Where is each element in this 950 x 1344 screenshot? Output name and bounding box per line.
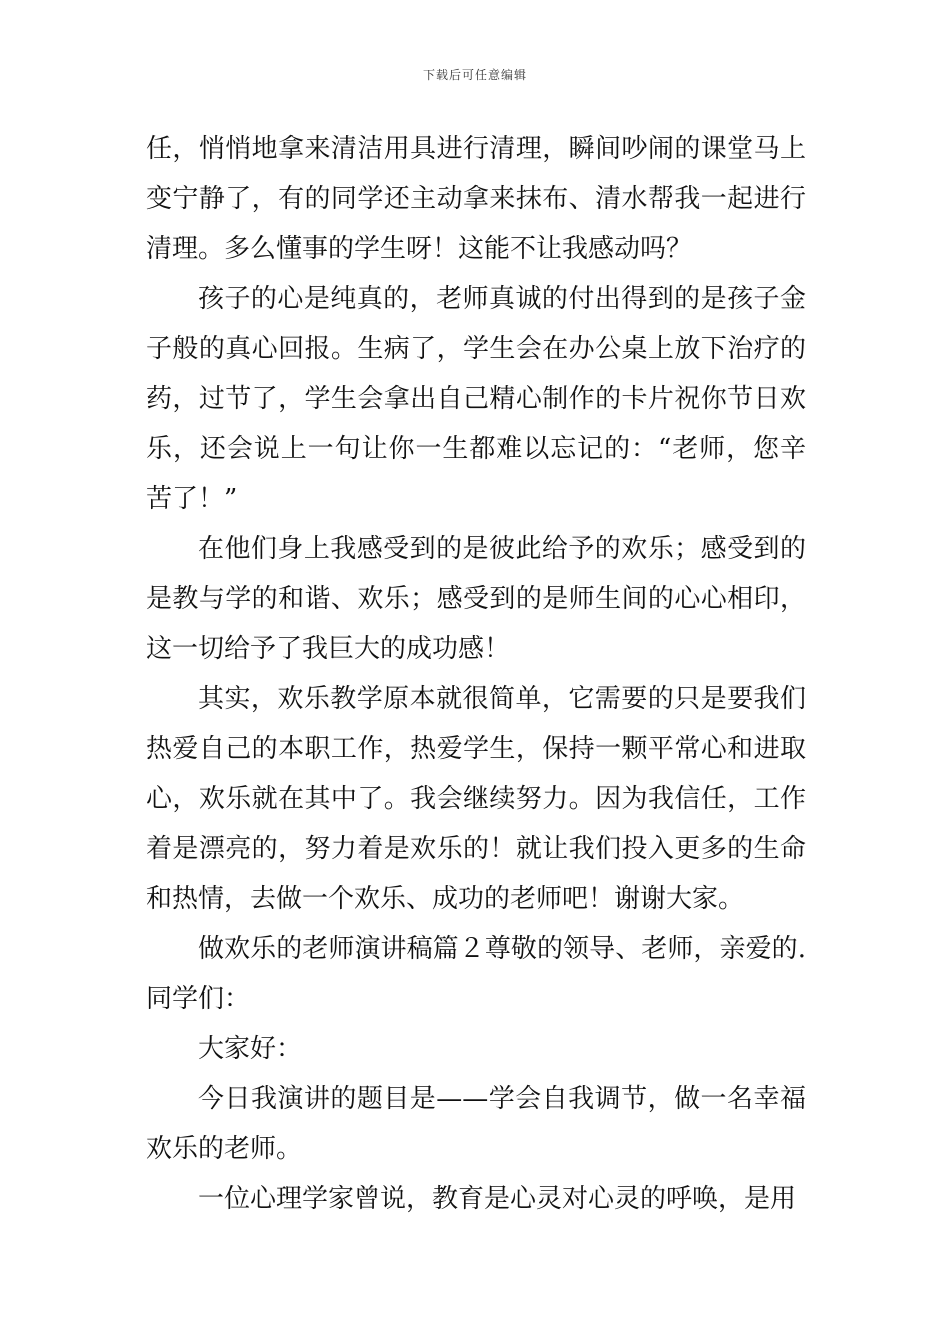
paragraph: 一位心理学家曾说，教育是心灵对心灵的呼唤，是用 bbox=[198, 1184, 797, 1214]
paragraph: 任，悄悄地拿来清洁用具进行清理，瞬间吵闹的课堂马上变宁静了，有的同学还主动拿来抹布、清水帮我一起进行清理。多么懂事的学生呀！这能不让我感动吗？ bbox=[146, 134, 806, 264]
paragraph: 孩子的心是纯真的，老师真诚的付出得到的是孩子金子般的真心回报。生病了，学生会在办公桌上放下治疗的药，过节了，学生会拿出自己精心制作的卡片祝你节日欢乐，还会说上一句让你一生都难以忘记的：“老师，您辛苦了！” bbox=[146, 284, 806, 514]
paragraph: 大家好： bbox=[198, 1034, 303, 1064]
page-header-note: 下载后可任意编辑 bbox=[422, 68, 527, 82]
paragraph: 今日我演讲的题目是——学会自我调节，做一名幸福欢乐的老师。 bbox=[146, 1084, 806, 1164]
paragraph: 在他们身上我感受到的是彼此给予的欢乐；感受到的是教与学的和谐、欢乐；感受到的是师生间的心心相印，这一切给予了我巨大的成功感！ bbox=[146, 534, 806, 664]
document-body bbox=[146, 124, 806, 1224]
paragraph: 其实，欢乐教学原本就很简单，它需要的只是要我们热爱自己的本职工作，热爱学生，保持一颗平常心和进取心，欢乐就在其中了。我会继续努力。因为我信任，工作着是漂亮的，努力着是欢乐的！就让我们投入更多的生命和热情，去做一个欢乐、成功的老师吧！谢谢大家。 bbox=[146, 684, 806, 914]
paragraph: 做欢乐的老师演讲稿篇２尊敬的领导、老师，亲爱的.同学们： bbox=[146, 934, 806, 1014]
